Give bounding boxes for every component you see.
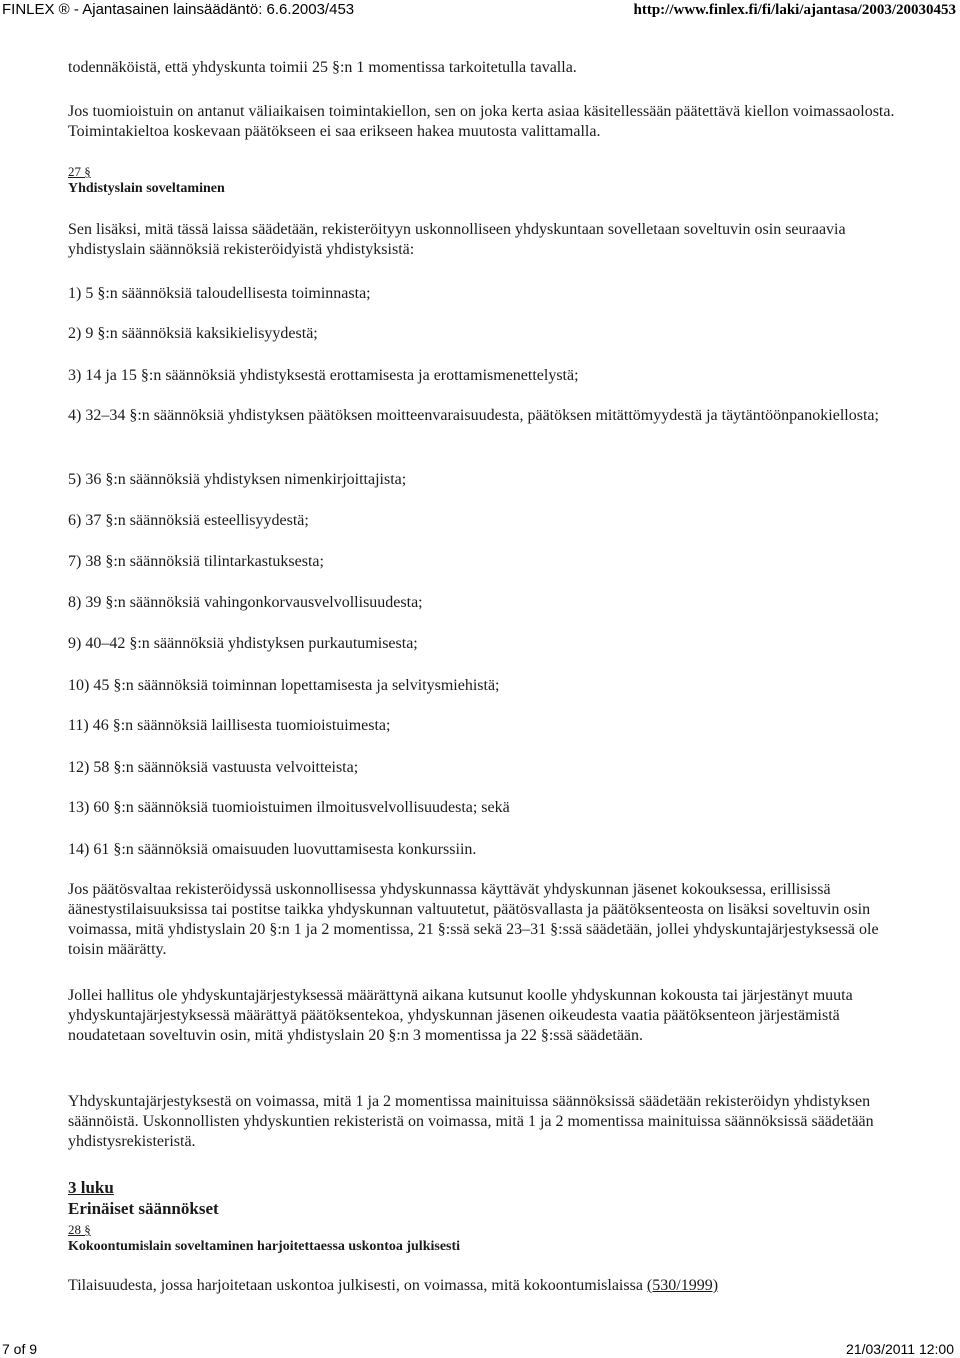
list-item: 4) 32–34 §:n säännöksiä yhdistyksen päätöksen moitteenvaraisuudesta, päätöksen mitättömyydestä ja täytäntöönpanokiellosta;	[68, 407, 879, 424]
statute-link[interactable]: (530/1999)	[646, 1277, 719, 1294]
list-item: 3) 14 ja 15 §:n säännöksiä yhdistyksestä erottamisesta ja erottamismenettelystä;	[68, 367, 579, 384]
section-number-link[interactable]: 28 §	[68, 1222, 91, 1237]
page-counter: 7 of 9	[2, 1341, 38, 1357]
list-item: 5) 36 §:n säännöksiä yhdistyksen nimenkirjoittajista;	[68, 471, 407, 488]
paragraph: todennäköistä, että yhdyskunta toimii 25 §:n 1 momentissa tarkoitetulla tavalla.	[68, 59, 577, 76]
list-item: 6) 37 §:n säännöksiä esteellisyydestä;	[68, 512, 309, 529]
paragraph	[68, 1276, 898, 1296]
list-item: 11) 46 §:n säännöksiä laillisesta tuomioistuimesta;	[68, 717, 391, 734]
list-item: 10) 45 §:n säännöksiä toiminnan lopettamisesta ja selvitysmiehistä;	[68, 677, 500, 694]
list-item: 12) 58 §:n säännöksiä vastuusta velvoitteista;	[68, 759, 359, 776]
paragraph: Jollei hallitus ole yhdyskuntajärjestyksessä määrättynä aikana kutsunut koolle yhdyskunnan kokousta tai järjestänyt muuta yhdyskuntajärjestyksessä määrättyä päätöksentekoa, yhdyskunnan jäsenen oikeudesta vaatia päätöksenteon järjestämistä noudatetaan soveltuvin osin, mitä yhdistyslain 20 §:n 3 momentissa ja 22 §:ssä säädetään.	[68, 987, 853, 1044]
paragraph: Yhdyskuntajärjestyksestä on voimassa, mitä 1 ja 2 momentissa mainituissa säännöksissä säädetään rekisteröidyn yhdistyksen säännöistä. Uskonnollisten yhdyskuntien rekisteristä on voimassa, mitä 1 ja 2 momentissa mainituissa säännöksissä säädetään yhdistysrekisteristä.	[68, 1093, 874, 1150]
header-url[interactable]: http://www.finlex.fi/fi/laki/ajantasa/2003/20030453	[633, 2, 956, 18]
section-title: Yhdistyslain soveltaminen	[68, 181, 225, 196]
header-title: FINLEX ® - Ajantasainen lainsäädäntö: 6.6.2003/453	[2, 1, 355, 18]
paragraph: Jos tuomioistuin on antanut väliaikaisen toimintakiellon, sen on joka kerta asiaa käsitellessään päätettävä kiellon voimassaolosta. Toimintakieltoa koskevaan päätökseen ei saa erikseen hakea muutosta valittamalla.	[68, 103, 895, 140]
paragraph: Sen lisäksi, mitä tässä laissa säädetään, rekisteröityyn uskonnolliseen yhdyskuntaan sovelletaan soveltuvin osin seuraavia yhdistyslain säännöksiä rekisteröidyistä yhdistyksistä:	[68, 221, 846, 258]
list-item: 8) 39 §:n säännöksiä vahingonkorvausvelvollisuudesta;	[68, 594, 423, 611]
paragraph-text: Tilaisuudesta, jossa harjoitetaan uskontoa julkisesti, on voimassa, mitä kokoontumislaissa	[68, 1277, 643, 1294]
chapter-title: Erinäiset säännökset	[68, 1199, 219, 1218]
paragraph: Jos päätösvaltaa rekisteröidyssä uskonnollisessa yhdyskunnassa käyttävät yhdyskunnan jäsenet kokouksessa, erillisissä äänestystilaisuuksissa tai postitse taikka yhdyskunnan valtuutetut, päätösvallasta ja päätöksenteosta on lisäksi soveltuvin osin voimassa, mitä yhdistyslain 20 §:n 1 ja 2 momentissa, 21 §:ssä sekä 23–31 §:ssä säädetään, jollei yhdyskuntajärjestyksessä ole toisin määrätty.	[68, 881, 879, 958]
chapter-number-link[interactable]: 3 luku	[68, 1178, 114, 1197]
print-timestamp: 21/03/2011 12:00	[846, 1341, 954, 1357]
list-item: 14) 61 §:n säännöksiä omaisuuden luovuttamisesta konkurssiin.	[68, 841, 477, 858]
list-item: 9) 40–42 §:n säännöksiä yhdistyksen purkautumisesta;	[68, 635, 418, 652]
list-item: 2) 9 §:n säännöksiä kaksikielisyydestä;	[68, 325, 318, 342]
list-item: 7) 38 §:n säännöksiä tilintarkastuksesta;	[68, 553, 324, 570]
section-title: Kokoontumislain soveltaminen harjoitettaessa uskontoa julkisesti	[68, 1239, 461, 1254]
section-number-link[interactable]: 27 §	[68, 164, 91, 179]
list-item: 13) 60 §:n säännöksiä tuomioistuimen ilmoitusvelvollisuudesta; sekä	[68, 799, 510, 816]
list-item: 1) 5 §:n säännöksiä taloudellisesta toiminnasta;	[68, 285, 371, 302]
